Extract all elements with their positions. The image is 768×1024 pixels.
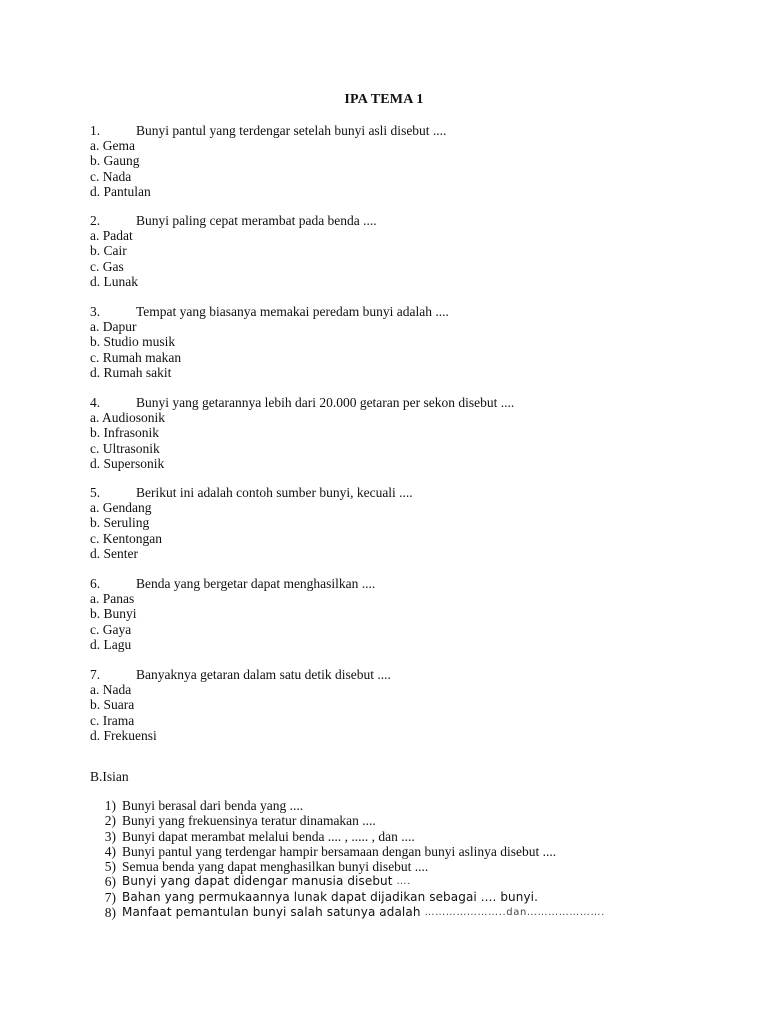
isian-text: Bunyi dapat merambat melalui benda .... , ..... , dan .... xyxy=(122,828,415,844)
answer-option: d. Pantulan xyxy=(90,183,151,199)
answer-blank: …. xyxy=(396,876,411,888)
question-number: 5. xyxy=(90,485,101,500)
question-number: 6. xyxy=(90,576,101,591)
isian-text: Semua benda yang dapat menghasilkan bunyi disebut .... xyxy=(122,859,429,875)
question-text: Bunyi paling cepat merambat pada benda .... xyxy=(136,213,377,228)
answer-option: c. Kentongan xyxy=(90,530,162,546)
answer-option: d. Supersonik xyxy=(90,455,165,471)
answer-option: c. Irama xyxy=(90,712,135,728)
question-block xyxy=(90,485,730,561)
question-number: 2. xyxy=(90,213,101,228)
answer-blank: …………………..dan…………………. xyxy=(424,907,605,919)
answer-option: c. Gas xyxy=(90,258,124,274)
isian-text: Bunyi berasal dari benda yang .... xyxy=(122,798,304,813)
isian-number: 1) xyxy=(104,798,116,813)
question-number: 4. xyxy=(90,395,101,410)
isian-number: 7) xyxy=(104,889,116,905)
isian-number: 5) xyxy=(104,859,116,875)
isian-text: Manfaat pemantulan bunyi salah satunya adalah xyxy=(122,905,421,920)
question-block xyxy=(90,304,730,380)
answer-option: c. Rumah makan xyxy=(90,349,182,365)
page-title: IPA TEMA 1 xyxy=(344,92,424,107)
isian-item xyxy=(90,829,710,844)
isian-item xyxy=(90,798,710,813)
isian-number: 8) xyxy=(104,905,116,921)
answer-option: a. Padat xyxy=(90,228,133,244)
question-text: Bunyi pantul yang terdengar setelah bunyi asli disebut .... xyxy=(136,123,447,138)
answer-option: b. Bunyi xyxy=(90,606,137,622)
isian-item xyxy=(90,859,710,874)
question xyxy=(90,576,730,591)
isian-number: 6) xyxy=(104,874,116,890)
answer-option: c. Nada xyxy=(90,168,132,184)
answer-option: c. Gaya xyxy=(90,621,132,637)
answer-option: a. Dapur xyxy=(90,319,137,335)
answer-option: a. Gendang xyxy=(90,500,152,516)
question xyxy=(90,667,730,682)
question-text: Bunyi yang getarannya lebih dari 20.000 getaran per sekon disebut .... xyxy=(136,395,515,410)
isian-item xyxy=(90,813,710,828)
question xyxy=(90,395,730,410)
question-block xyxy=(90,213,730,289)
question-number: 3. xyxy=(90,304,101,319)
isian-text: Bunyi yang frekuensinya teratur dinamakan .... xyxy=(122,813,376,829)
question-text: Benda yang bergetar dapat menghasilkan .... xyxy=(136,576,376,591)
question xyxy=(90,304,730,319)
isian-item xyxy=(90,844,710,859)
isian-text: Bunyi yang dapat didengar manusia disebut xyxy=(122,874,393,889)
question-text: Tempat yang biasanya memakai peredam bunyi adalah .... xyxy=(136,304,449,319)
isian-text: Bunyi pantul yang terdengar hampir bersamaan dengan bunyi aslinya disebut .... xyxy=(122,843,557,859)
answer-option: d. Lunak xyxy=(90,273,138,289)
answer-option: d. Lagu xyxy=(90,636,132,652)
question xyxy=(90,485,730,500)
isian-number: 4) xyxy=(104,843,116,859)
answer-option: b. Gaung xyxy=(90,153,140,169)
question xyxy=(90,213,730,228)
question xyxy=(90,123,730,138)
isian-item xyxy=(90,874,710,889)
isian-number: 2) xyxy=(104,813,116,829)
question-number: 7. xyxy=(90,667,101,682)
isian-heading: B.Isian xyxy=(90,769,129,784)
answer-option: b. Suara xyxy=(90,697,135,713)
isian-item xyxy=(90,890,710,905)
question-block xyxy=(90,576,730,652)
question-block xyxy=(90,667,730,743)
answer-option: a. Nada xyxy=(90,682,132,698)
question-number: 1. xyxy=(90,123,101,138)
answer-option: d. Senter xyxy=(90,545,138,561)
answer-option: d. Rumah sakit xyxy=(90,364,172,380)
isian-text: Bahan yang permukaannya lunak dapat dijadikan sebagai .... bunyi. xyxy=(122,889,538,904)
isian-item xyxy=(90,905,710,920)
answer-option: b. Seruling xyxy=(90,515,150,531)
answer-option: c. Ultrasonik xyxy=(90,440,160,456)
answer-option: a. Audiosonik xyxy=(90,410,166,426)
answer-option: b. Infrasonik xyxy=(90,425,159,441)
isian-number: 3) xyxy=(104,828,116,844)
question-text: Banyaknya getaran dalam satu detik disebut .... xyxy=(136,667,391,682)
answer-option: a. Panas xyxy=(90,591,135,607)
answer-option: a. Gema xyxy=(90,138,135,154)
question-block xyxy=(90,123,730,199)
answer-option: b. Cair xyxy=(90,243,127,259)
answer-option: d. Frekuensi xyxy=(90,727,157,743)
question-block xyxy=(90,395,730,471)
answer-option: b. Studio musik xyxy=(90,334,176,350)
question-text: Berikut ini adalah contoh sumber bunyi, kecuali .... xyxy=(136,485,413,500)
isian-section xyxy=(90,798,710,920)
